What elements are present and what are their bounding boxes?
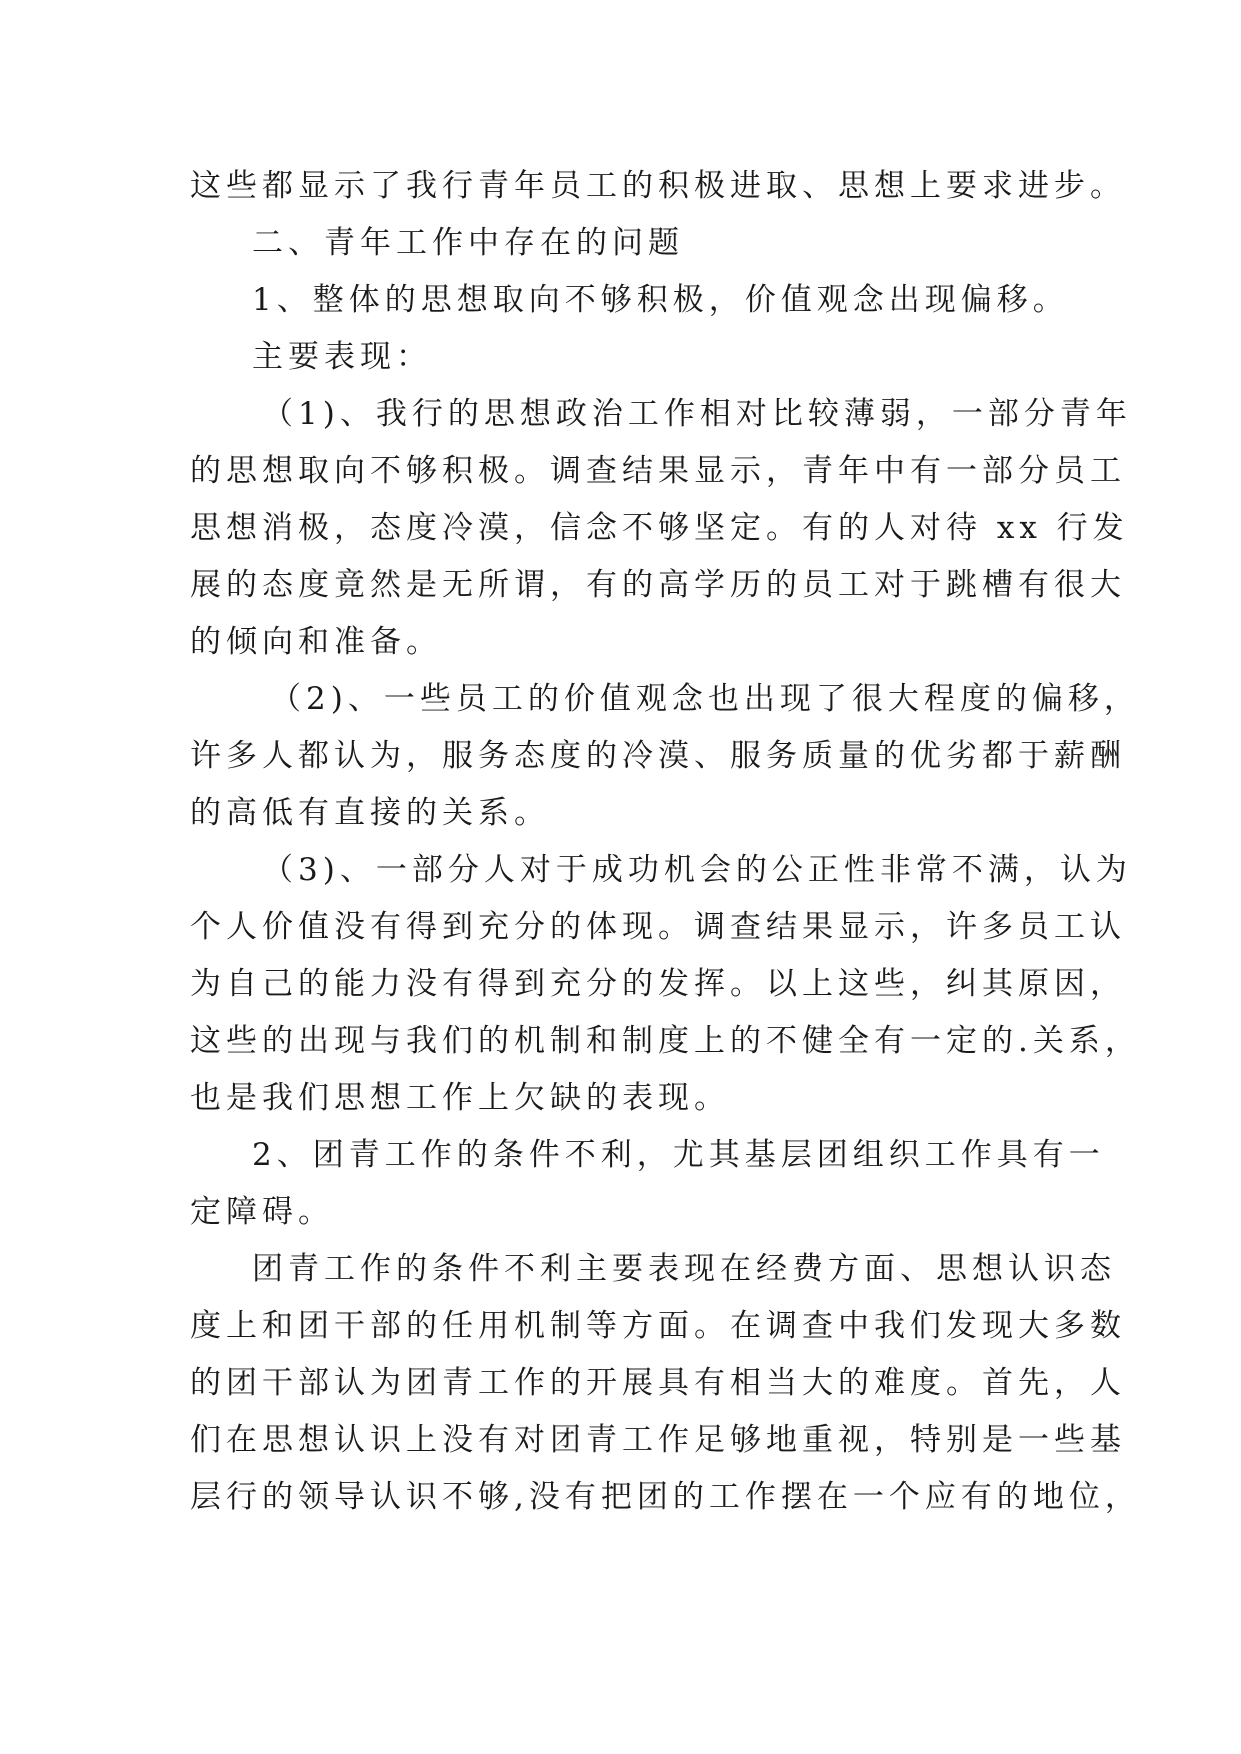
paragraph-1-line-3: 思想消极，态度冷漠，信念不够坚定。有的人对待 xx 行发: [190, 510, 1129, 546]
subheading-2-line-1: 2、团青工作的条件不利，尤其基层团组织工作具有一: [252, 1137, 1105, 1173]
paragraph-3-line-3: 为自己的能力没有得到充分的发挥。以上这些，纠其原因，: [190, 966, 1126, 1002]
paragraph-4-line-5: 层行的领导认识不够,没有把团的工作摆在一个应有的地位，: [190, 1479, 1141, 1515]
paragraph-3-line-5: 也是我们思想工作上欠缺的表现。: [190, 1080, 730, 1116]
paragraph-2-line-2: 许多人都认为，服务态度的冷漠、服务质量的优劣都于薪酬: [190, 738, 1126, 774]
subheading-2-line-2: 定障碍。: [190, 1194, 334, 1230]
paragraph-1-line-1: （1)、我行的思想政治工作相对比较薄弱，一部分青年: [262, 396, 1132, 432]
paragraph-4-line-2: 度上和团干部的任用机制等方面。在调查中我们发现大多数: [190, 1308, 1126, 1344]
paragraph-2-line-3: 的高低有直接的关系。: [190, 795, 550, 831]
paragraph-1-line-5: 的倾向和准备。: [190, 624, 442, 660]
paragraph-3-line-4: 这些的出现与我们的机制和制度上的不健全有一定的.关系，: [190, 1023, 1141, 1059]
paragraph-3-line-1: （3)、一部分人对于成功机会的公正性非常不满，认为: [262, 852, 1132, 888]
paragraph-4-line-1: 团青工作的条件不利主要表现在经费方面、思想认识态: [252, 1251, 1116, 1287]
section-heading-problems: 二、青年工作中存在的问题: [252, 225, 684, 261]
paragraph-1-line-4: 展的态度竟然是无所谓，有的高学历的员工对于跳槽有很大: [190, 567, 1126, 603]
paragraph-2-line-1: （2)、一些员工的价值观念也出现了很大程度的偏移，: [270, 681, 1140, 717]
paragraph-4-line-4: 们在思想认识上没有对团青工作足够地重视，特别是一些基: [190, 1422, 1126, 1458]
subheading-1: 1、整体的思想取向不够积极，价值观念出现偏移。: [252, 282, 1069, 318]
paragraph-1-line-2: 的思想取向不够积极。调查结果显示，青年中有一部分员工: [190, 453, 1126, 489]
paragraph-3-line-2: 个人价值没有得到充分的体现。调查结果显示，许多员工认: [190, 909, 1126, 945]
paragraph-4-line-3: 的团干部认为团青工作的开展具有相当大的难度。首先，人: [190, 1365, 1126, 1401]
main-manifestations-label: 主要表现：: [252, 339, 432, 375]
text-line-1: 这些都显示了我行青年员工的积极进取、思想上要求进步。: [190, 168, 1126, 204]
